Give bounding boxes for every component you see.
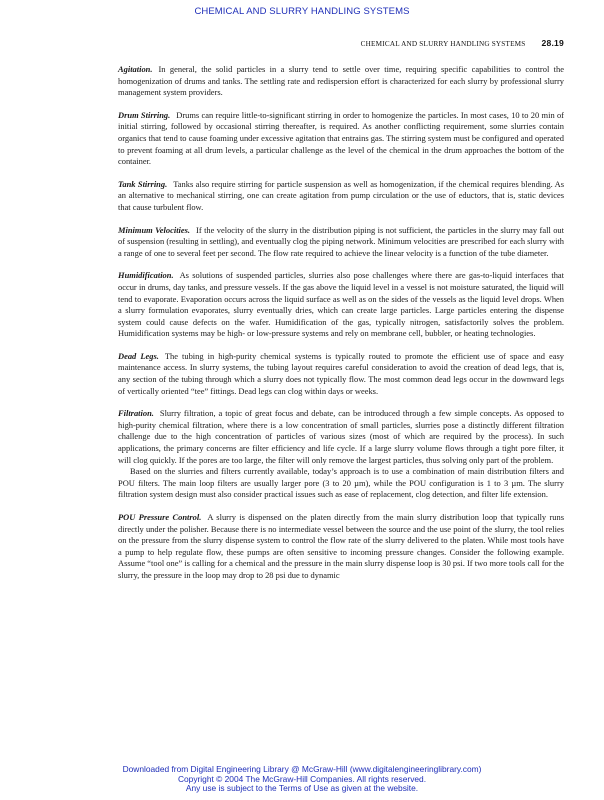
section-humidification <box>118 270 564 340</box>
footer <box>0 765 604 794</box>
section-heading: Tank Stirring. <box>118 178 168 189</box>
footer-copyright-line: Copyright © 2004 The McGraw-Hill Companies. All rights reserved. <box>177 773 427 784</box>
section-text: In general, the solid particles in a slurry tend to settle over time, requiring specific capabilities to control the homogenization of drums and tanks. The settling rate and redispersion effort is characterized for each slurry by professional slurry management system providers. <box>118 64 564 98</box>
section-text: If the velocity of the slurry in the distribution piping is not sufficient, the particles in the slurry may fall out of suspension (resulting in settling), and eventually clog the piping network. Minimum velocities are prescribed for each slurry with a range of one to several feet per second. The flow rate required to achieve the linear velocity is a function of the tube diameter. <box>118 224 564 258</box>
page-number: 28.19 <box>541 38 564 48</box>
section-tank-stirring <box>118 179 564 214</box>
section-dead-legs <box>118 351 564 397</box>
section-heading: Drum Stirring. <box>118 109 171 120</box>
running-head <box>361 38 564 48</box>
body-text <box>118 64 564 593</box>
section-filtration <box>118 408 564 466</box>
section-heading: POU Pressure Control. <box>118 512 202 522</box>
section-heading: Filtration. <box>118 408 154 419</box>
section-drum-stirring <box>118 110 564 168</box>
section-text: Slurry filtration, a topic of great focus and debate, can be introduced through a few simple concepts. As opposed to high-purity chemical filtration, where there is a low concentration of small particles, slurries pose a distinctly different filtration challenge due to the high concentration of particles of various sizes (most of which are required by the process). In such applications, the primary concerns are filter efficiency and life cycle. If a large slurry volume flows through a tight pore filter, it will clog quickly. If the pores are too large, the filter will only remove the largest particles, thus solving only part of the problem. <box>118 408 564 465</box>
section-text: The tubing in high-purity chemical systems is typically routed to promote the efficient use of space and easy maintenance access. In slurry systems, the tubing layout requires careful consideration to avoid the creation of dead legs, that is, any section of the tubing through which a slurry does not typically flow. The most common dead legs occur in the downward legs of vertically oriented “tee” fittings. Dead legs can clog within days or weeks. <box>118 350 564 396</box>
section-text: Tanks also require stirring for particle suspension as well as homogenization, if the chemical requires blending. As an alternative to mechanical stirring, one can create agitation from pump circulation or the use of eductors, that is, static devices that cause turbulent flow. <box>118 178 564 212</box>
section-pou-pressure-control <box>118 512 564 582</box>
section-heading: Humidification. <box>118 270 174 281</box>
section-text: Drums can require little-to-significant stirring in order to homogenize the particles. In most cases, 10 to 20 min of initial stirring, followed by occasional stirring thereafter, is required. As another conflicting requirement, some slurries contain organics that tend to cause foaming under excessive agitation that entrains gas. The stirring system must be configured and operated to prevent foaming at all drum levels, a particular challenge as the level of the chemical in the drum approaches the bottom of the container. <box>118 109 564 167</box>
footer-terms-line: Any use is subject to the Terms of Use as given at the website. <box>185 783 419 794</box>
section-text: Based on the slurries and filters currently available, today’s approach is to use a combination of main distribution filters and POU filters. The main loop filters are usually larger pore (3 to 20 µm), while the POU configuration is 1 to 3 µm. The slurry filtration system design must also consider practical issues such as ease of replacement, clog detection, and filter life extension. <box>118 466 564 500</box>
section-heading: Minimum Velocities. <box>118 224 191 235</box>
section-text: As solutions of suspended particles, slurries also pose challenges where there are gas-to-liquid interfaces that occur in drums, day tanks, and pressure vessels. If the gas above the liquid level in a vessel is not moisture saturated, the liquid will tend to evaporate. Evaporation occurs across the liquid surface as well as on the sides of the vessels as the liquid level drops. When a slurry formulation evaporates, slurry eventually dries, which can create large particles. Large particles entering the dispense system could cause defects on the wafer. Humidification of the gas, typically nitrogen, satisfactorily solves the problem. Humidification systems may be high- or low-pressure systems and rely on membrane cell, bubbler, or heating technologies. <box>118 270 564 339</box>
running-head-title: CHEMICAL AND SLURRY HANDLING SYSTEMS <box>360 40 526 48</box>
section-filtration-continued <box>118 466 564 501</box>
section-heading: Agitation. <box>118 64 153 74</box>
top-banner: CHEMICAL AND SLURRY HANDLING SYSTEMS <box>194 6 410 17</box>
footer-download-line: Downloaded from Digital Engineering Library @ McGraw-Hill (www.digitalengineeringlibrary.com) <box>122 764 482 774</box>
section-heading: Dead Legs. <box>118 350 159 361</box>
section-agitation <box>118 64 564 99</box>
section-text: A slurry is dispensed on the platen directly from the main slurry distribution loop that typically runs directly under the polisher. Because there is no intermediate vessel between the source and the use point of the slurry, the tool relies on the pressure from the slurry dispense system to control the flow rate of the slurry delivered to the platen. While most tools have a pump to help regulate flow, these pumps are often sensitive to incoming pressure changes. Consider the following example. Assume “tool one” is calling for a chemical and the pressure in the main slurry dispense loop is 30 psi. If two more tools call for the slurry, the pressure in the loop may drop to 28 psi due to dynamic <box>118 512 565 580</box>
section-minimum-velocities <box>118 225 564 260</box>
